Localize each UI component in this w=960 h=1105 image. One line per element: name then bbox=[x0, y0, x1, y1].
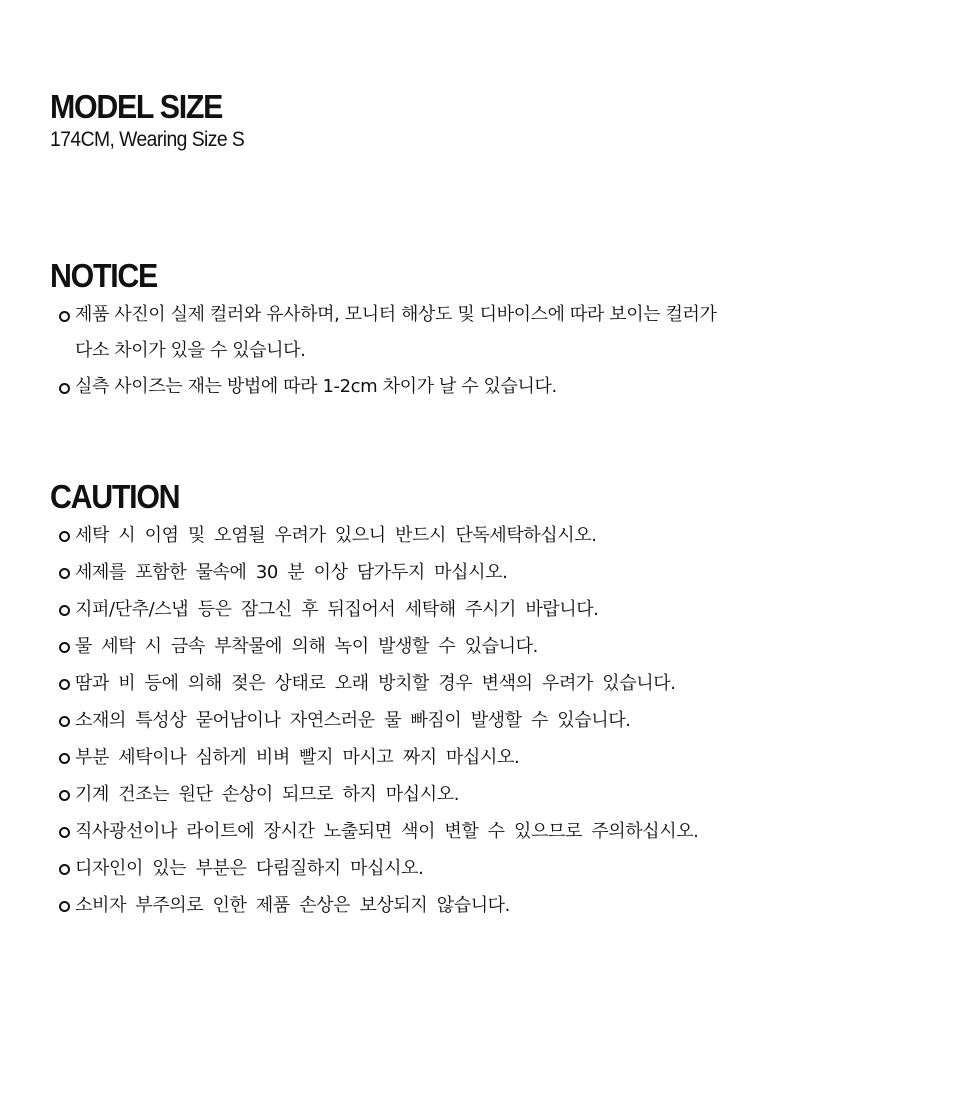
bullet-circle-icon bbox=[59, 679, 70, 690]
caution-item-text: 세제를 포함한 물속에 30 분 이상 담가두지 마십시오. bbox=[75, 562, 508, 583]
bullet-circle-icon bbox=[59, 605, 70, 616]
bullet-circle-icon bbox=[59, 827, 70, 838]
caution-heading: CAUTION bbox=[50, 478, 180, 515]
bullet-circle-icon bbox=[59, 753, 70, 764]
caution-item bbox=[50, 591, 920, 628]
caution-section bbox=[50, 477, 920, 924]
bullet-circle-icon bbox=[59, 864, 70, 875]
caution-item bbox=[50, 850, 920, 887]
caution-item-text: 땀과 비 등에 의해 젖은 상태로 오래 방치할 경우 변색의 우려가 있습니다. bbox=[75, 673, 676, 694]
caution-list bbox=[50, 517, 920, 924]
notice-heading: NOTICE bbox=[50, 257, 157, 294]
bullet-circle-icon bbox=[59, 383, 70, 394]
caution-item bbox=[50, 628, 920, 665]
notice-list bbox=[50, 297, 920, 405]
caution-item bbox=[50, 887, 920, 924]
bullet-circle-icon bbox=[59, 531, 70, 542]
model-size-section bbox=[50, 87, 920, 153]
notice-item bbox=[50, 369, 920, 405]
caution-item bbox=[50, 554, 920, 591]
bullet-circle-icon bbox=[59, 790, 70, 801]
caution-item bbox=[50, 776, 920, 813]
caution-item bbox=[50, 702, 920, 739]
notice-item bbox=[50, 297, 920, 369]
bullet-circle-icon bbox=[59, 568, 70, 579]
notice-item-text: 제품 사진이 실제 컬러와 유사하며, 모니터 해상도 및 디바이스에 따라 보이는 컬러가 다소 차이가 있을 수 있습니다. bbox=[75, 304, 717, 361]
caution-item-text: 물 세탁 시 금속 부착물에 의해 녹이 발생할 수 있습니다. bbox=[75, 636, 538, 657]
caution-item bbox=[50, 813, 920, 850]
caution-item-text: 직사광선이나 라이트에 장시간 노출되면 색이 변할 수 있으므로 주의하십시오. bbox=[75, 821, 699, 842]
bullet-circle-icon bbox=[59, 642, 70, 653]
bullet-circle-icon bbox=[59, 311, 70, 322]
model-size-heading: MODEL SIZE bbox=[50, 88, 223, 125]
model-size-text: 174CM, Wearing Size S bbox=[50, 128, 245, 151]
caution-item bbox=[50, 517, 920, 554]
caution-item bbox=[50, 739, 920, 776]
caution-item-text: 소재의 특성상 묻어남이나 자연스러운 물 빠짐이 발생할 수 있습니다. bbox=[75, 710, 631, 731]
bullet-circle-icon bbox=[59, 901, 70, 912]
caution-item bbox=[50, 665, 920, 702]
bullet-circle-icon bbox=[59, 716, 70, 727]
caution-item-text: 디자인이 있는 부분은 다림질하지 마십시오. bbox=[75, 858, 424, 879]
caution-item-text: 지퍼/단추/스냅 등은 잠그신 후 뒤집어서 세탁해 주시기 바랍니다. bbox=[75, 599, 599, 620]
notice-section bbox=[50, 256, 920, 405]
notice-item-text: 실측 사이즈는 재는 방법에 따라 1-2cm 차이가 날 수 있습니다. bbox=[75, 376, 557, 397]
caution-item-text: 기계 건조는 원단 손상이 되므로 하지 마십시오. bbox=[75, 784, 460, 805]
caution-item-text: 세탁 시 이염 및 오염될 우려가 있으니 반드시 단독세탁하십시오. bbox=[75, 525, 597, 546]
caution-item-text: 부분 세탁이나 심하게 비벼 빨지 마시고 짜지 마십시오. bbox=[75, 747, 520, 768]
caution-item-text: 소비자 부주의로 인한 제품 손상은 보상되지 않습니다. bbox=[75, 895, 510, 916]
